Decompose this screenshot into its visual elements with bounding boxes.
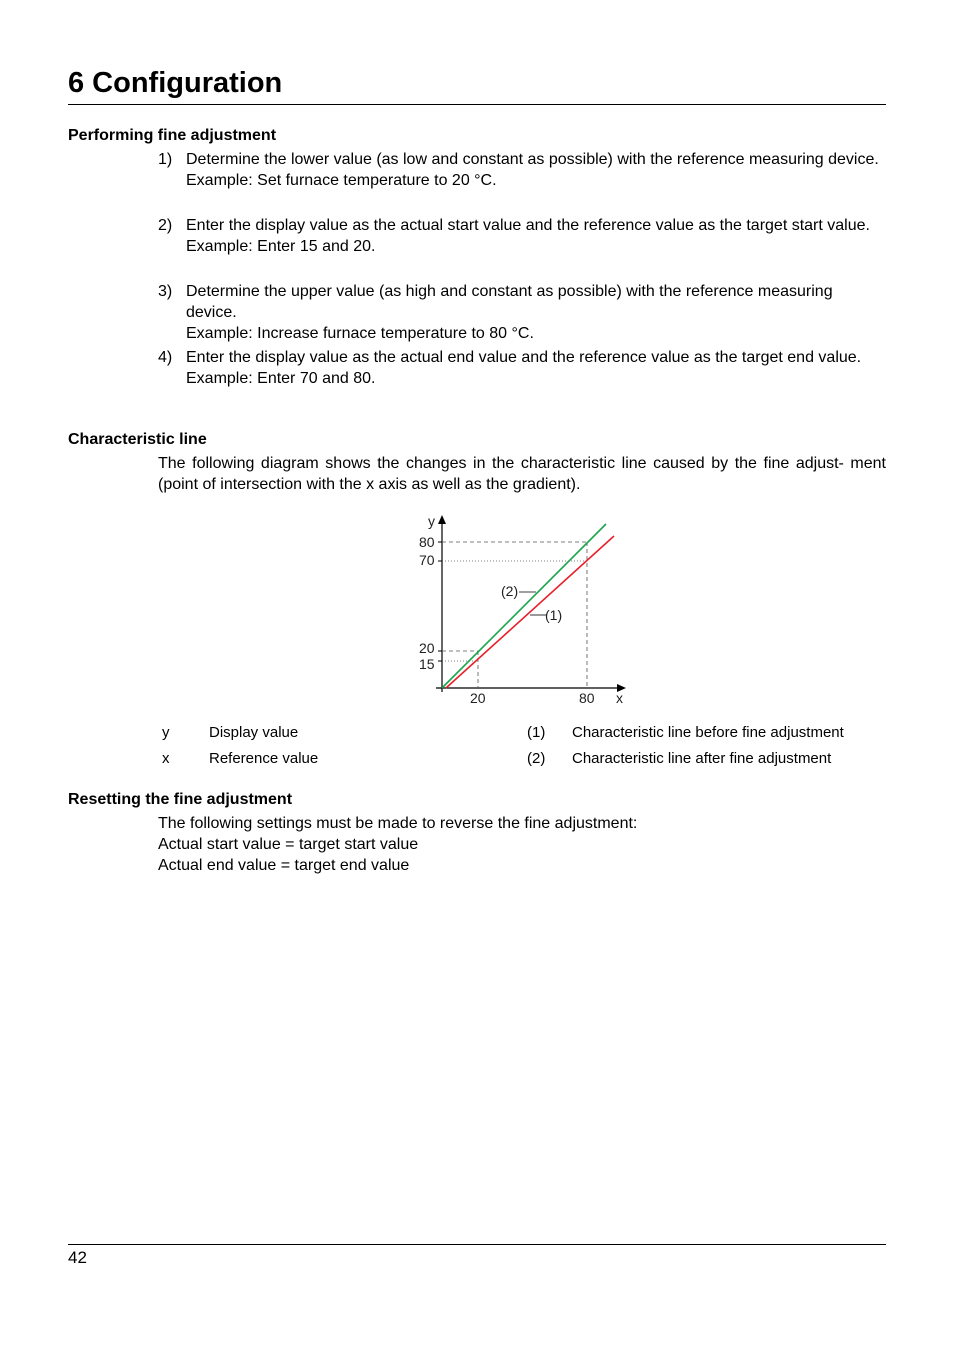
reset-line-2: Actual start value = target start value — [158, 836, 419, 853]
reset-line-3: Actual end value = target end value — [158, 857, 410, 874]
step-4 — [158, 347, 886, 411]
legend-desc: Characteristic line after fine adjustment — [572, 750, 832, 767]
step-text: Determine the upper value (as high and constant as possible) with the reference measuring device. — [186, 283, 833, 321]
legend-key: x — [162, 750, 170, 767]
step-2 — [158, 215, 886, 279]
step-number: 2) — [158, 217, 173, 234]
legend-desc: Reference value — [209, 750, 319, 767]
heading-reset: Resetting the fine adjustment — [68, 791, 293, 808]
y-axis-arrow-icon — [438, 515, 446, 524]
legend-key: y — [162, 724, 170, 741]
step-number: 4) — [158, 349, 173, 366]
y-axis-label: y — [428, 513, 435, 529]
step-3 — [158, 281, 886, 345]
characteristic-line-before — [446, 536, 614, 688]
footer-rule — [68, 1244, 886, 1245]
step-text: Enter the display value as the actual end value and the reference value as the target end value. — [186, 349, 862, 366]
heading-characteristic-line: Characteristic line — [68, 431, 207, 448]
legend-desc: Characteristic line before fine adjustment — [572, 724, 844, 741]
characteristic-paragraph: The following diagram shows the changes in the characteristic line caused by the fine adjust- ment (point of intersection with the x axis as well as the gradient). — [158, 455, 886, 493]
x-tick-20: 20 — [470, 690, 486, 706]
step-1 — [158, 149, 886, 213]
characteristic-line-after — [442, 524, 606, 688]
step-text: Enter the display value as the actual start value and the reference value as the target start value. — [186, 217, 870, 234]
step-number: 1) — [158, 151, 173, 168]
legend-key: (2) — [527, 750, 546, 767]
y-tick-15: 15 — [419, 656, 435, 672]
x-axis-label: x — [616, 690, 623, 706]
line-2-label: (2) — [501, 583, 519, 599]
step-text: Determine the lower value (as low and constant as possible) with the reference measuring device. — [186, 151, 879, 168]
y-tick-70: 70 — [419, 552, 435, 568]
y-tick-20: 20 — [419, 640, 435, 656]
page-title: 6 Configuration — [68, 67, 283, 99]
line-1-label: (1) — [545, 607, 563, 623]
reset-line-1: The following settings must be made to reverse the fine adjustment: — [158, 815, 638, 832]
step-example: Example: Set furnace temperature to 20 °C. — [186, 172, 497, 189]
step-number: 3) — [158, 283, 173, 300]
y-tick-80: 80 — [419, 534, 435, 550]
characteristic-diagram — [400, 510, 640, 710]
legend-key: (1) — [527, 724, 546, 741]
x-tick-80: 80 — [579, 690, 595, 706]
page-number: 42 — [68, 1248, 87, 1267]
step-example: Example: Enter 70 and 80. — [186, 370, 376, 387]
step-example: Example: Increase furnace temperature to 80 °C. — [186, 325, 534, 342]
heading-fine-adjustment: Performing fine adjustment — [68, 127, 277, 144]
legend-desc: Display value — [209, 724, 299, 741]
header-rule — [68, 104, 886, 105]
step-example: Example: Enter 15 and 20. — [186, 238, 376, 255]
